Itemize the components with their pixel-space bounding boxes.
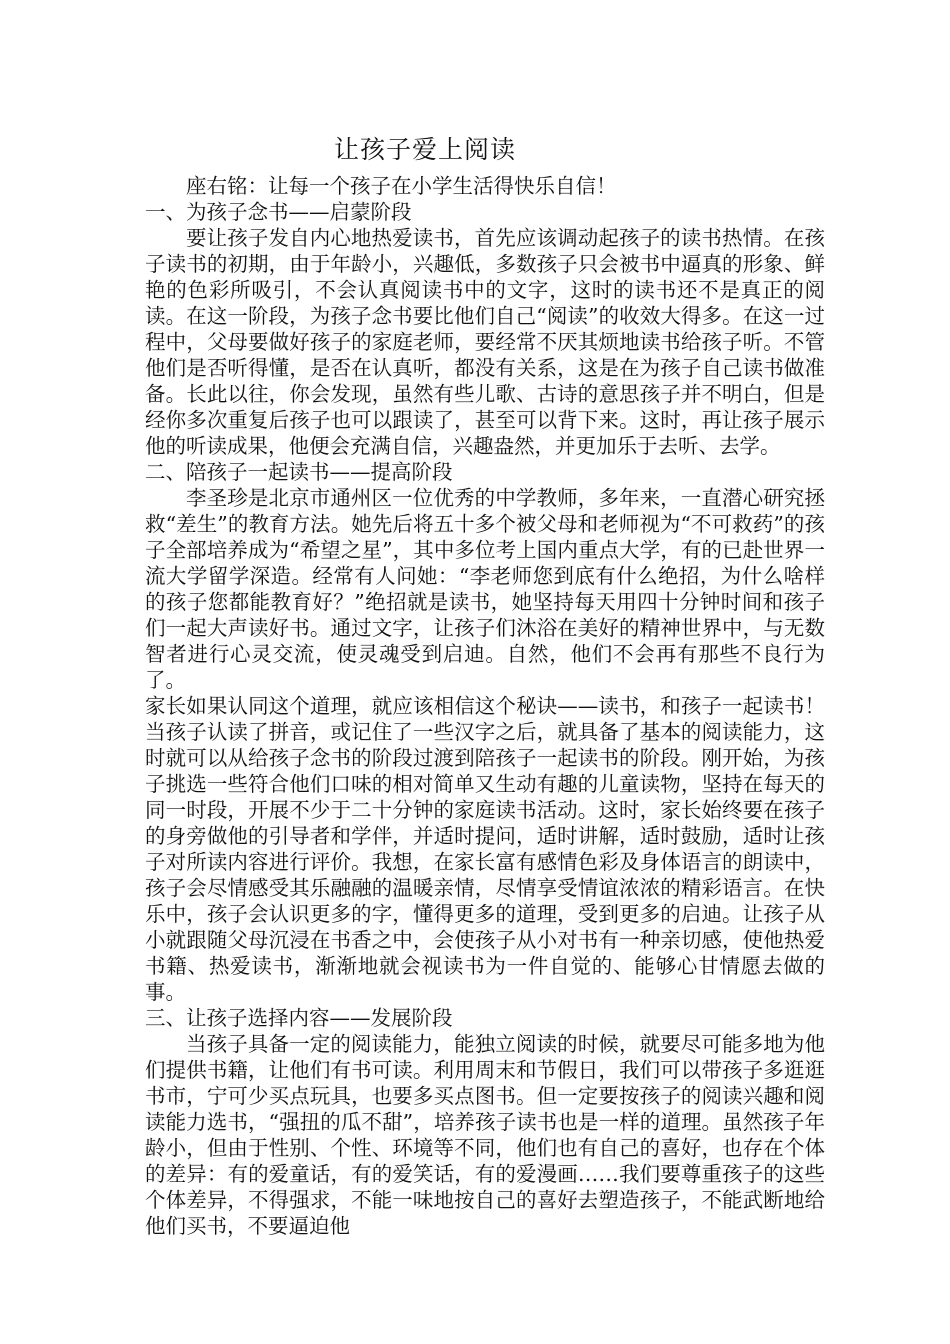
section-3-paragraph: 当孩子具备一定的阅读能力，能独立阅读的时候，就要尽可能多地为他们提供书籍，让他们有书可读。利用周末和节假日，我们可以带孩子多逛逛书市，宁可少买点玩具，也要多买点图书。但一定要按孩子的阅读兴趣和阅读能力选书，“强扭的瓜不甜”，培养孩子读书也是一样的道理。虽然孩子年龄小，但由于性别、个性、环境等不同，他们也有自己的喜好，也存在个体的差异：有的爱童话，有的爱笑话，有的爱漫画……我们要尊重孩子的这些个体差异，不得强求，不能一味地按自己的喜好去塑造孩子，不能武断地给他们买书，不要逼迫他 (145, 1032, 825, 1238)
section-1-paragraph: 要让孩子发自内心地热爱读书，首先应该调动起孩子的读书热情。在孩子读书的初期，由于年龄小，兴趣低，多数孩子只会被书中逼真的形象、鲜艳的色彩所吸引，不会认真阅读书中的文字，这时的读书还不是真正的阅读。在这一阶段，为孩子念书要比他们自己“阅读”的收效大得多。在这一过程中，父母要做好孩子的家庭老师，要经常不厌其烦地读书给孩子听。不管他们是否听得懂，是否在认真听，都没有关系，这是在为孩子自己读书做准备。长此以往，你会发现，虽然有些儿歌、古诗的意思孩子并不明白，但是经你多次重复后孩子也可以跟读了，甚至可以背下来。这时，再让孩子展示他的听读成果，他便会充满自信，兴趣盎然，并更加乐于去听、去学。 (145, 226, 825, 458)
document-body (145, 173, 825, 1239)
section-heading-1: 一、为孩子念书——启蒙阶段 (145, 200, 412, 224)
section-2-paragraph: 李圣珍是北京市通州区一位优秀的中学教师，多年来，一直潜心研究拯救“差生”的教育方法。她先后将五十多个被父母和老师视为“不可救药”的孩子全部培养成为“希望之星”，其中多位考上国内重点大学，有的已赴世界一流大学留学深造。经常有人问她：“李老师您到底有什么绝招，为什么啥样的孩子您都能教育好？”绝招就是读书，她坚持每天用四十分钟时间和孩子们一起大声读好书。通过文字，让孩子们沐浴在美好的精神世界中，与无数智者进行心灵交流，使灵魂受到启迪。自然，他们不会再有那些不良行为了。 (145, 486, 825, 692)
motto: 座右铭：让每一个孩子在小学生活得快乐自信！ (186, 174, 617, 198)
section-heading-2: 二、陪孩子一起读书——提高阶段 (145, 460, 453, 484)
page-title: 让孩子爱上阅读 (333, 135, 516, 164)
section-heading-3: 三、让孩子选择内容——发展阶段 (145, 1006, 453, 1030)
section-2-continuation: 家长如果认同这个道理，就应该相信这个秘诀——读书，和孩子一起读书！当孩子认读了拼音，或记住了一些汉字之后，就具备了基本的阅读能力，这时就可以从给孩子念书的阶段过渡到陪孩子一起读书的阶段。刚开始，为孩子挑选一些符合他们口味的相对简单又生动有趣的儿童读物，坚持在每天的同一时段，开展不少于二十分钟的家庭读书活动。这时，家长始终要在孩子的身旁做他的引导者和学伴，并适时提问，适时讲解，适时鼓励，适时让孩子对所读内容进行评价。我想，在家长富有感情色彩及身体语言的朗读中，孩子会尽情感受其乐融融的温暖亲情，尽情享受情谊浓浓的精彩语言。在快乐中，孩子会认识更多的字，懂得更多的道理，受到更多的启迪。让孩子从小就跟随父母沉浸在书香之中，会使孩子从小对书有一种亲切感，使他热爱书籍、热爱读书，渐渐地就会视读书为一件自觉的、能够心甘情愿去做的事。 (145, 694, 825, 1004)
